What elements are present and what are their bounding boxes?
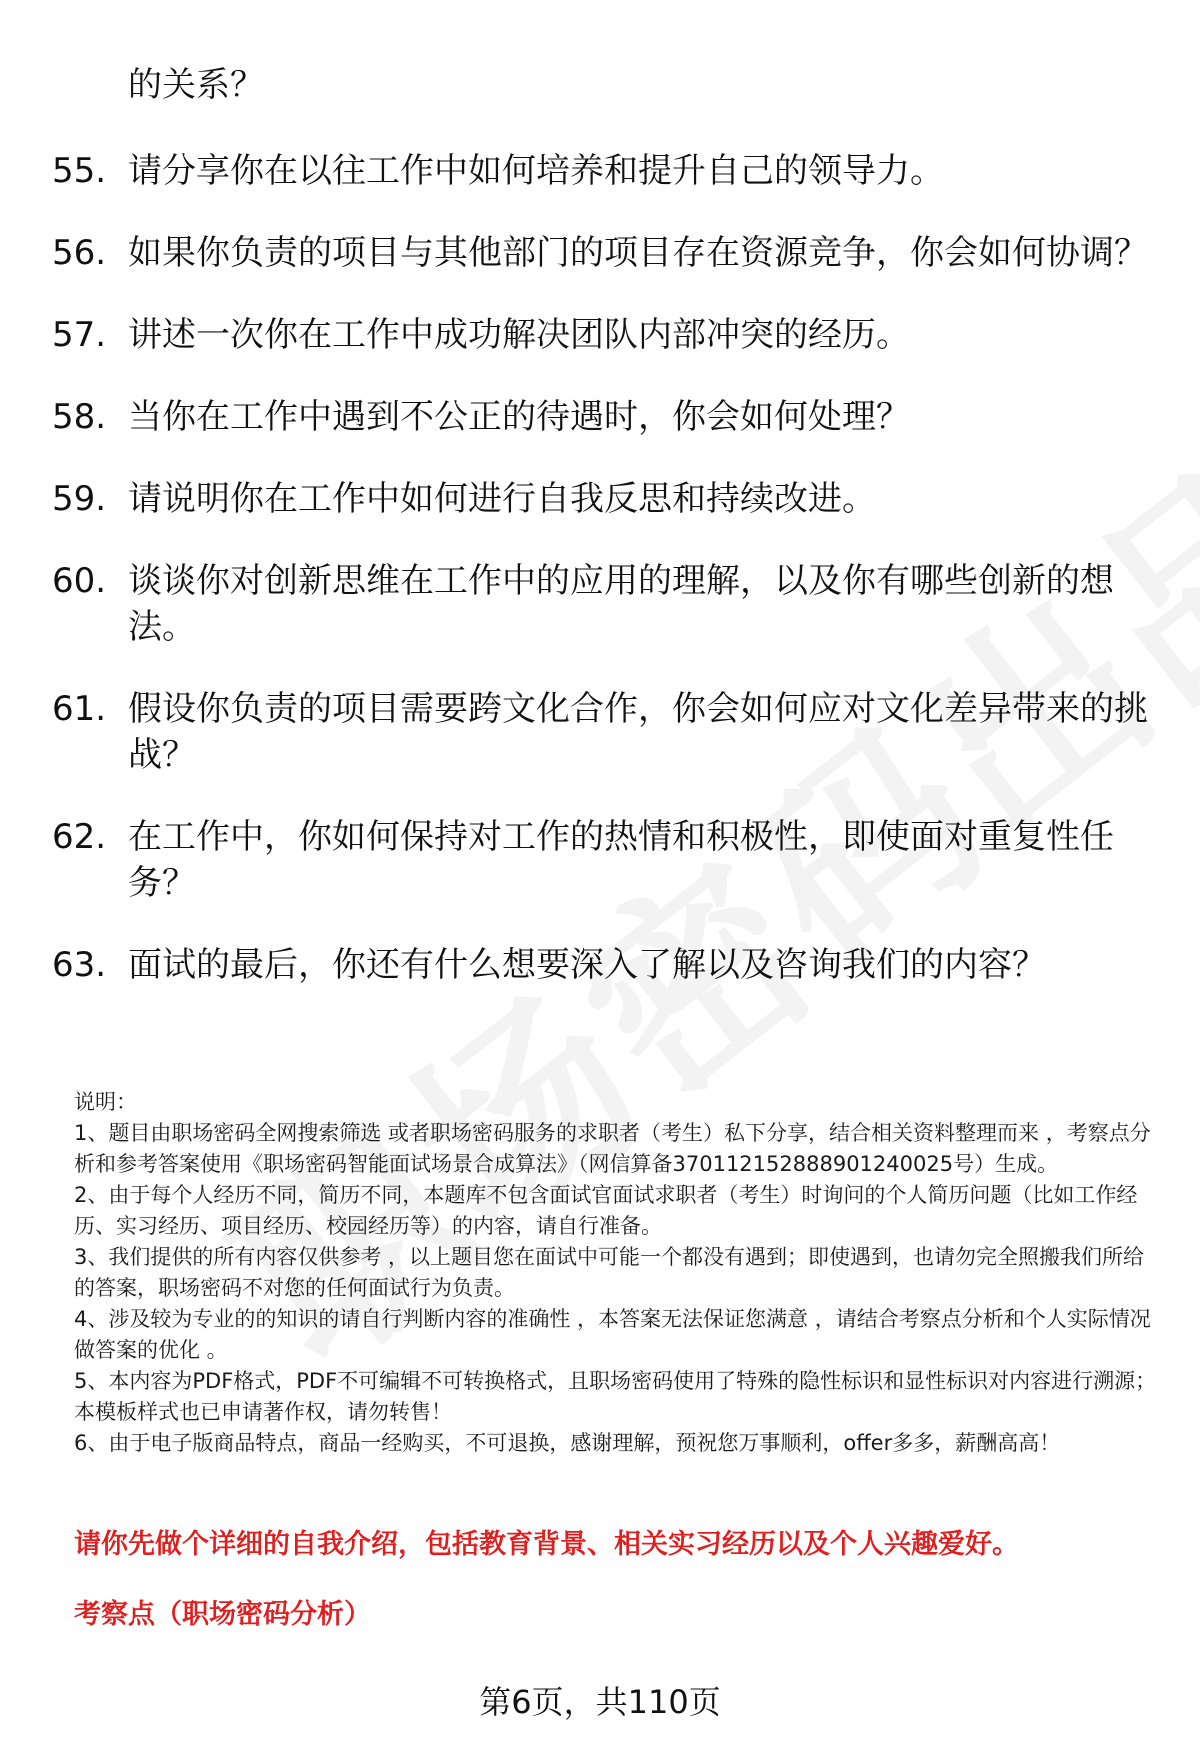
question-text: 请分享你在以往工作中如何培养和提升自己的领导力。 (128, 151, 944, 191)
question-text: 假设你负责的项目需要跨文化合作，你会如何应对文化差异带来的挑战？ (128, 689, 1148, 775)
question-text: 面试的最后，你还有什么想要深入了解以及咨询我们的内容？ (128, 945, 1046, 985)
question-text: 谈谈你对创新思维在工作中的应用的理解，以及你有哪些创新的想法。 (128, 561, 1114, 647)
question-item (52, 476, 1162, 522)
question-number: 58. (52, 397, 107, 437)
analysis-heading: 考察点（职场密码分析） (74, 1599, 371, 1630)
note-item: 2、由于每个人经历不同，简历不同，本题库不包含面试官面试求职者（考生）时询问的个人简历问题（比如工作经历、实习经历、项目经历、校园经历等）的内容，请自行准备。 (74, 1183, 1138, 1238)
question-list (52, 148, 1162, 1024)
note-item: 5、本内容为PDF格式，PDF不可编辑不可转换格式，且职场密码使用了特殊的隐性标识和显性标识对内容进行溯源；本模板样式也已申请著作权，请勿转售！ (74, 1369, 1157, 1424)
notes-heading: 说明： (74, 1090, 137, 1114)
note-item: 4、涉及较为专业的的知识的请自行判断内容的准确性 ，本答案无法保证您满意 ，请结合考察点分析和个人实际情况做答案的优化 。 (74, 1307, 1151, 1362)
question-item (52, 558, 1162, 650)
notes-section (74, 1087, 1164, 1459)
question-number: 55. (52, 151, 107, 191)
question-item (52, 312, 1162, 358)
question-continuation: 的关系？ (128, 65, 264, 105)
question-item (52, 814, 1162, 906)
question-text: 当你在工作中遇到不公正的待遇时，你会如何处理？ (128, 397, 910, 437)
question-number: 59. (52, 479, 107, 519)
page-number: 第6页，共110页 (479, 1683, 721, 1721)
note-item: 6、由于电子版商品特点，商品一经购买，不可退换，感谢理解，预祝您万事顺利，offer多多，薪酬高高！ (74, 1431, 1061, 1455)
note-item: 1、题目由职场密码全网搜索筛选 或者职场密码服务的求职者（考生）私下分享，结合相关资料整理而来 ，考察点分析和参考答案使用《职场密码智能面试场景合成算法》（网信算备370112152888901240025号）生成。 (74, 1121, 1151, 1176)
question-number: 62. (52, 817, 107, 857)
question-number: 57. (52, 315, 107, 355)
question-text: 如果你负责的项目与其他部门的项目存在资源竞争，你会如何协调？ (128, 233, 1148, 273)
question-number: 63. (52, 945, 107, 985)
question-item (52, 230, 1162, 276)
question-text: 请说明你在工作中如何进行自我反思和持续改进。 (128, 479, 876, 519)
question-item (52, 942, 1162, 988)
question-item (52, 394, 1162, 440)
question-text: 在工作中，你如何保持对工作的热情和积极性，即使面对重复性任务？ (128, 817, 1114, 903)
question-item (52, 686, 1162, 778)
note-item: 3、我们提供的所有内容仅供参考 ，以上题目您在面试中可能一个都没有遇到；即使遇到，也请勿完全照搬我们所给的答案，职场密码不对您的任何面试行为负责。 (74, 1245, 1145, 1300)
highlighted-question: 请你先做个详细的自我介绍，包括教育背景、相关实习经历以及个人兴趣爱好。 (74, 1529, 1019, 1560)
question-item (52, 148, 1162, 194)
question-number: 61. (52, 689, 107, 729)
question-number: 60. (52, 561, 107, 601)
question-text: 讲述一次你在工作中成功解决团队内部冲突的经历。 (128, 315, 910, 355)
question-number: 56. (52, 233, 107, 273)
